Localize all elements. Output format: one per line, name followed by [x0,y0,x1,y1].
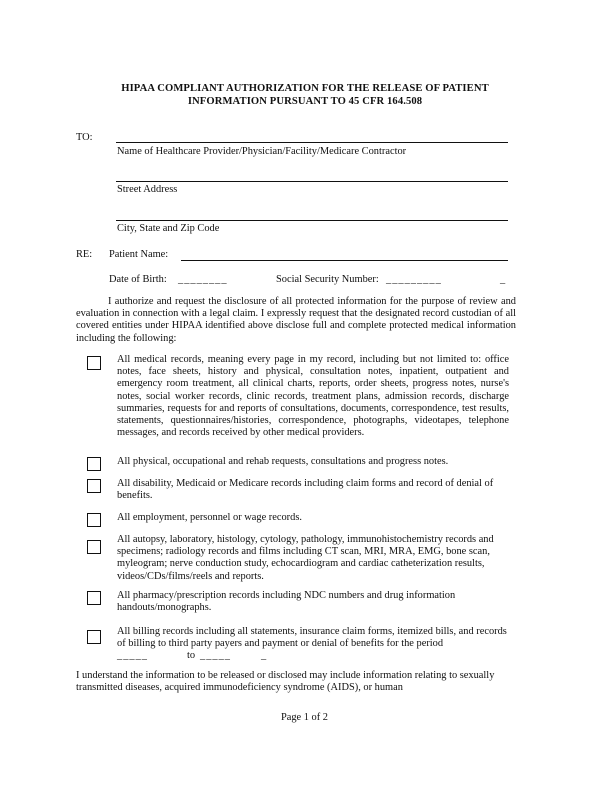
checkbox-disability[interactable] [87,479,101,493]
checkbox-employment[interactable] [87,513,101,527]
street-label: Street Address [117,184,178,195]
intro-paragraph: I authorize and request the disclosure of all protected information for the purpose of review and evaluation in connection with a legal claim. I expressly request that the designated record custodian of all covered entities under HIPAA identified above disclose full and complete protected medical information including the following: [76,296,516,344]
period-to-blank[interactable]: _____ [200,650,231,661]
patient-name-label: Patient Name: [109,249,169,260]
checkbox-billing[interactable] [87,630,101,644]
period-from-blank[interactable]: _____ [117,650,148,661]
street-address-line[interactable] [116,181,508,182]
provider-label: Name of Healthcare Provider/Physician/Facility/Medicare Contractor [117,146,407,157]
dob-label: Date of Birth: [109,274,167,285]
title-line-2: INFORMATION PURSUANT TO 45 CFR 164.508 [187,96,423,107]
item-disability: All disability, Medicaid or Medicare records including claim forms and record of denial of benefits. [117,478,494,502]
ssn-label: Social Security Number: [276,274,379,285]
ssn-blank[interactable]: _________ [386,274,442,285]
closing-paragraph: I understand the information to be released or disclosed may include information relating to sexually transmitted diseases, acquired immunodeficiency syndrome (AIDS), or human [76,670,495,694]
ssn-trail: _ [500,274,506,285]
checkbox-physical-rehab[interactable] [87,457,101,471]
page-number: Page 1 of 2 [280,712,329,723]
item-employment: All employment, personnel or wage records. [117,512,302,523]
period-to-word: to [187,650,196,661]
checkbox-pharmacy[interactable] [87,591,101,605]
city-label: City, State and Zip Code [117,223,220,234]
re-label: RE: [76,249,93,260]
provider-name-line[interactable] [116,142,508,143]
checkbox-autopsy-lab[interactable] [87,540,101,554]
item-medical-records: All medical records, meaning every page in my record, including but not limited to: office notes, face sheets, history and physical, consultation notes, inpatient, outpatient and emergency room treatment, all clinical charts, reports, order sheets, progress notes, nurse's notes, social worker records, clinic records, treatment plans, admission records, discharge summaries, requests for and reports of consultations, documents, correspondence, test results, statements, questionnaires/histories, correspondence, photographs, videotapes, telephone messages, and records received by other medical providers. [117,354,509,439]
item-billing: All billing records including all statements, insurance claim forms, itemized bills, and records of billing to third party payers and payment or denial of benefits for the period [117,626,507,650]
to-label: TO: [76,132,93,143]
patient-name-line[interactable] [181,260,508,261]
document-title [60,82,550,108]
period-trail: _ [261,650,267,661]
dob-blank[interactable]: ________ [178,274,228,285]
city-state-zip-line[interactable] [116,220,508,221]
item-pharmacy: All pharmacy/prescription records including NDC numbers and drug information handouts/monographs. [117,590,456,614]
checkbox-medical-records[interactable] [87,356,101,370]
item-autopsy-lab: All autopsy, laboratory, histology, cytology, pathology, immunohistochemistry records and specimens; radiology records and films including CT scan, MRI, MRA, EMG, bone scan, myleogram; nerve conduction study, echocardiogram and cardiac catheterization results, videos/CDs/films/reels and reports. [117,534,494,582]
title-line-1: HIPAA COMPLIANT AUTHORIZATION FOR THE RELEASE OF PATIENT [121,83,489,94]
item-physical-rehab: All physical, occupational and rehab requests, consultations and progress notes. [117,456,449,467]
